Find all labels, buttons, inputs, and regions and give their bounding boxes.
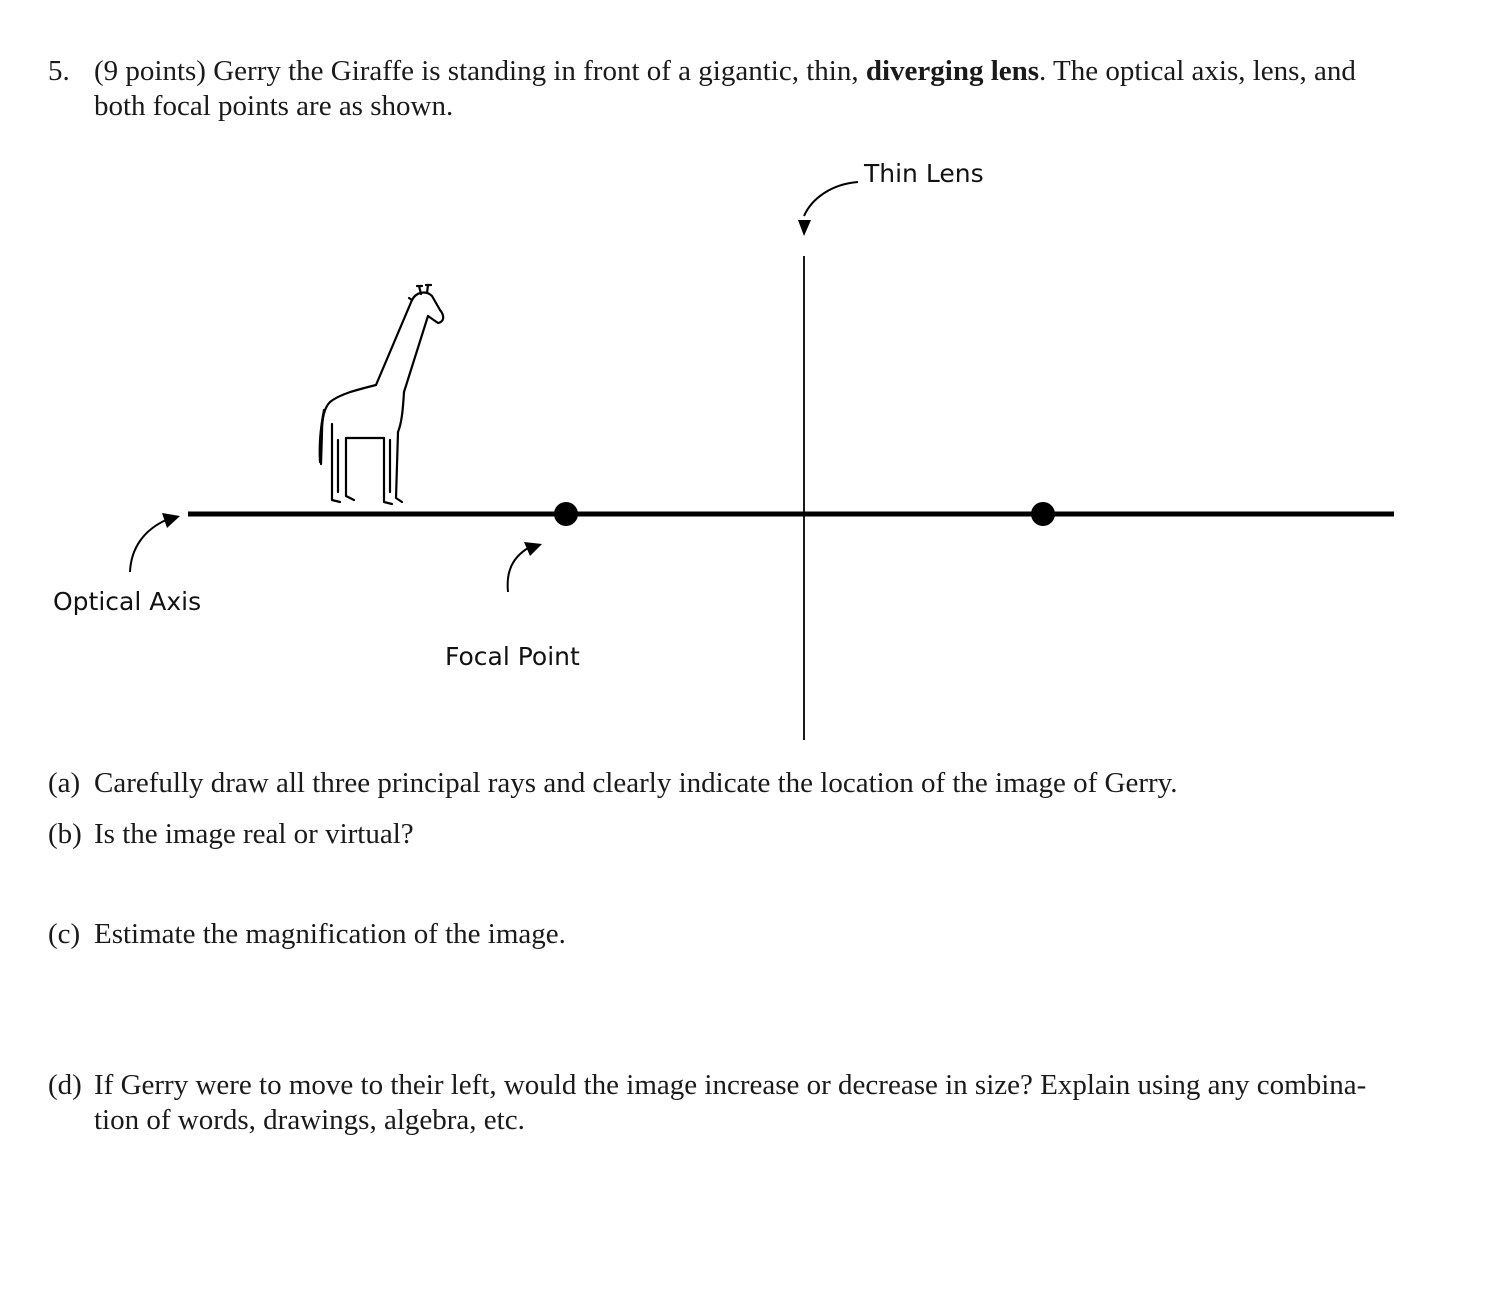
part-a: [48, 766, 1448, 802]
part-c-label: (c): [48, 918, 81, 950]
focal-point-left: [554, 502, 578, 526]
question-intro-text-end: . The optical axis, lens, and both focal points are as shown.: [94, 55, 1356, 122]
giraffe-icon: [320, 285, 444, 504]
part-a-label: (a): [48, 767, 81, 799]
thin-lens-label: Thin Lens: [864, 159, 984, 188]
part-c-text: Estimate the magnification of the image.: [94, 918, 566, 950]
part-d: [48, 1068, 1448, 1140]
question-intro: [94, 54, 1414, 124]
focal-point-right: [1031, 502, 1055, 526]
part-b: [48, 817, 1448, 853]
focal-point-label: Focal Point: [445, 642, 580, 671]
question-bold-phrase: diverging lens: [865, 55, 1040, 87]
lens-diagram: [0, 140, 1496, 760]
part-d-text: If Gerry were to move to their left, would the image increase or decrease in size? Explain using any combina-tion of words, drawings, algebra, etc.: [94, 1069, 1367, 1136]
part-a-text: Carefully draw all three principal rays and clearly indicate the location of the image of Gerry.: [94, 767, 1178, 799]
question-points: (9 points): [94, 55, 206, 87]
part-d-label: (d): [48, 1069, 82, 1101]
optical-axis-label: Optical Axis: [53, 587, 202, 616]
part-c: [48, 917, 1448, 953]
part-b-text: Is the image real or virtual?: [94, 818, 414, 850]
diagram-canvas: [0, 140, 1496, 760]
curved-arrow-icon: [798, 182, 858, 236]
question-number: 5.: [48, 55, 70, 87]
part-b-label: (b): [48, 818, 82, 850]
curved-arrow-icon: [130, 513, 180, 572]
question-intro-text: Gerry the Giraffe is standing in front of a gigantic, thin,: [213, 55, 859, 87]
curved-arrow-icon: [508, 542, 542, 592]
